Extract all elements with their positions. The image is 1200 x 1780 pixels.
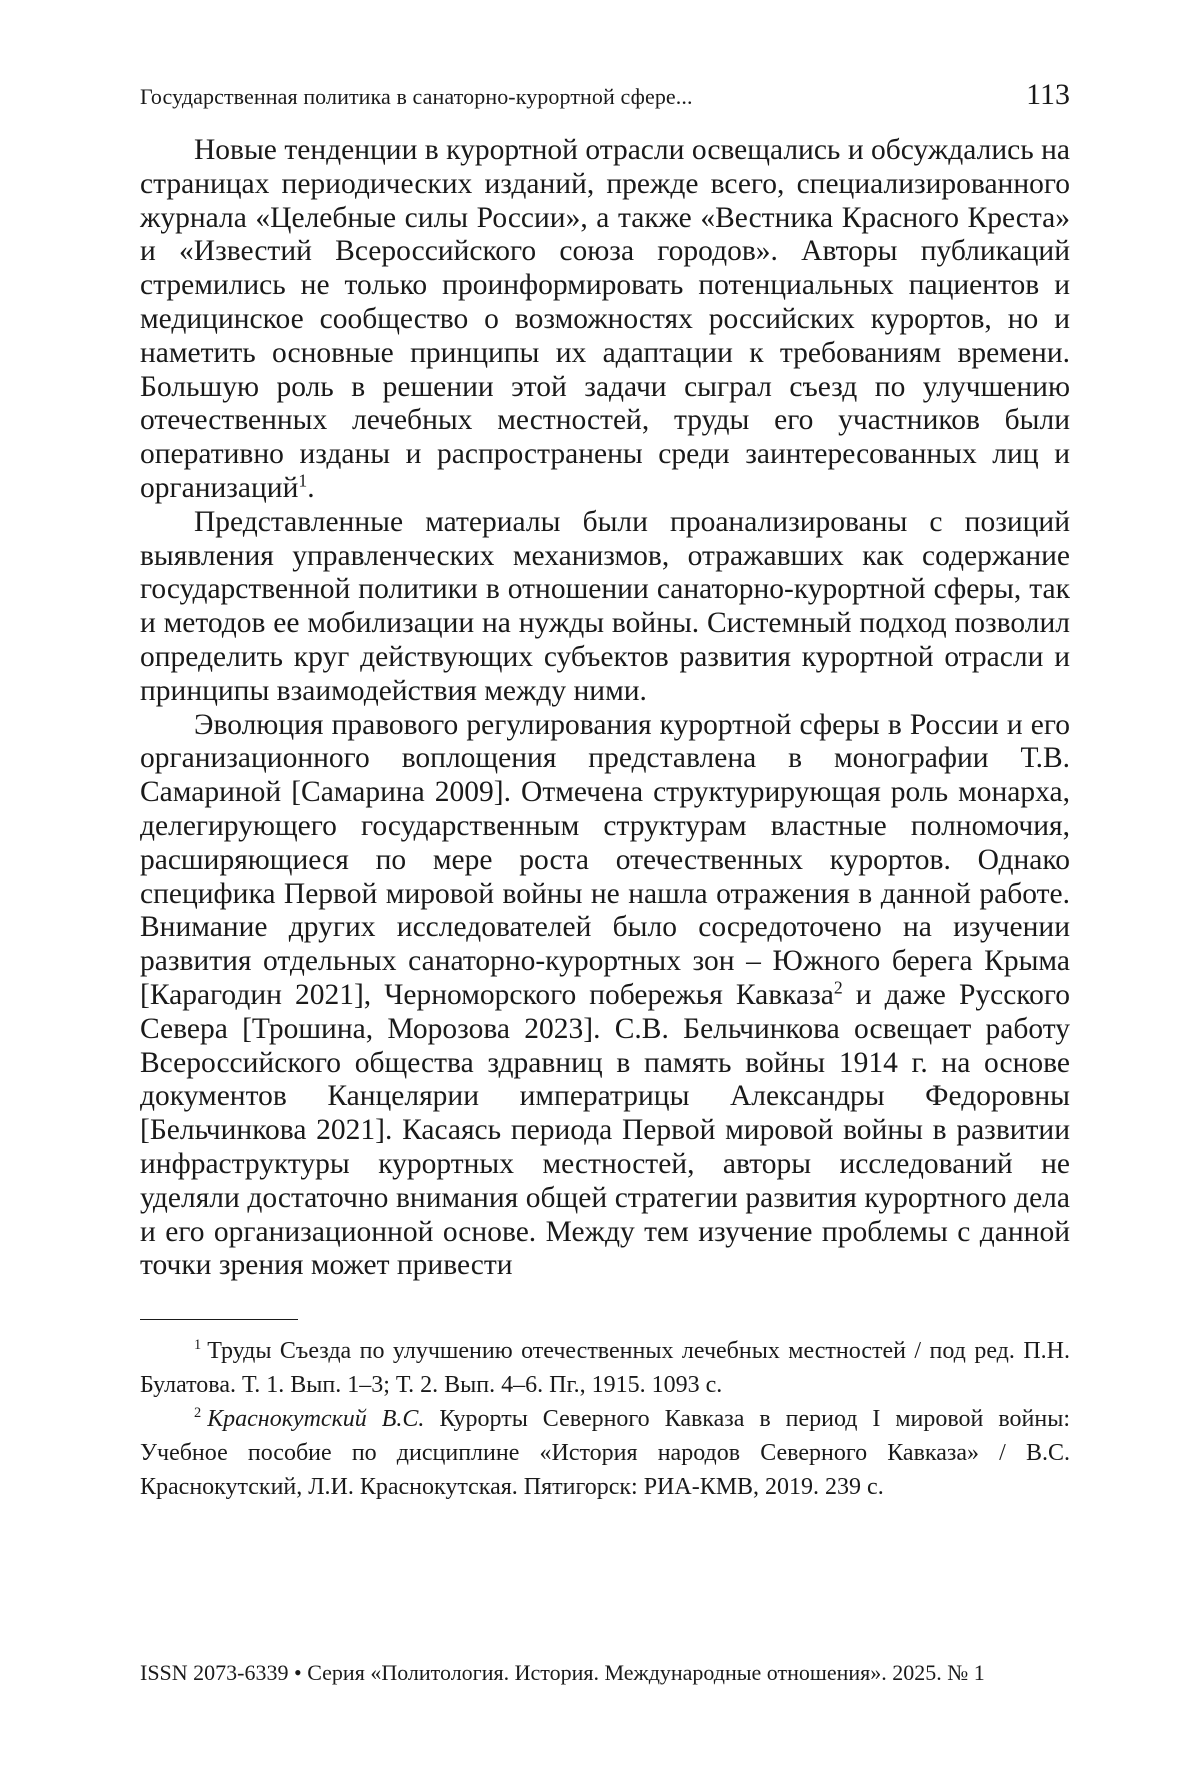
article-body: [140, 134, 1070, 1283]
paragraph-2: [140, 506, 1070, 709]
paragraph-1-end: .: [307, 471, 315, 504]
footnote-2-text: Курорты Северного Кавказа в период I мировой войны: Учебное пособие по дисциплине «История народов Северного Кавказа» / В.С. Краснокутский, Л.И. Краснокутская. Пятигорск: РИА-КМВ, 2019. 239 с.: [140, 1406, 1070, 1501]
footnote-2-author: Краснокутский В.С.: [207, 1406, 425, 1433]
paragraph-3: [140, 709, 1070, 1284]
paragraph-3-continuation: и даже Русского Севера [Трошина, Морозова 2023]. С.В. Бельчинкова освещает работу Всероссийского общества здравниц в память войны 1914 г. на основе документов Канцелярии императрицы Александры Федоровны [Бельчинкова 2021]. Касаясь периода Первой мировой войны в развитии инфраструктуры курортных местностей, авторы исследований не уделяли достаточно внимания общей стратегии развития курортного дела и его организационной основе. Между тем изучение проблемы с данной точки зрения может привести: [140, 978, 1070, 1282]
footnote-ref-1[interactable]: 1: [298, 470, 308, 491]
footnote-2: [140, 1402, 1070, 1504]
paragraph-1: [140, 134, 1070, 506]
footnote-ref-2[interactable]: 2: [833, 977, 843, 998]
footnote-divider: [140, 1319, 298, 1320]
paragraph-3-text: Эволюция правового регулирования курортной сферы в России и его организационного воплощения представлена в монографии Т.В. Самариной [Самарина 2009]. Отмечена структурирующая роль монарха, делегирующего государственным структурам властные полномочия, расширяющиеся по мере роста отечественных курортов. Однако специфика Первой мировой войны не нашла отражения в данной работе. Внимание других исследователей было сосредоточено на изучении развития отдельных санаторно-курортных зон – Южного берега Крыма [Карагодин 2021], Черноморского побережья Кавказа: [140, 708, 1070, 1011]
paragraph-1-text: Новые тенденции в курортной отрасли освещались и обсуждались на страницах периодических изданий, прежде всего, специализированного журнала «Целебные силы России», а также «Вестника Красного Креста» и «Известий Всероссийского союза городов». Авторы публикаций стремились не только проинформировать потенциальных пациентов и медицинское сообщество о возможностях российских курортов, но и наметить основные принципы их адаптации к требованиям времени. Большую роль в решении этой задачи сыграл съезд по улучшению отечественных лечебных местностей, труды его участников были оперативно изданы и распространены среди заинтересованных лиц и организаций: [140, 134, 1070, 504]
footnote-2-mark: 2: [194, 1405, 202, 1422]
footnote-1-text: Труды Съезда по улучшению отечественных лечебных местностей / под ред. П.Н. Булатова. Т. 1. Вып. 1–3; Т. 2. Вып. 4–6. Пг., 1915. 1093 с.: [140, 1338, 1070, 1399]
journal-footer: ISSN 2073-6339 • Серия «Политология. История. Международные отношения». 2025. № 1: [140, 1660, 985, 1685]
paragraph-2-text: Представленные материалы были проанализированы с позиций выявления управленческих механизмов, отражавших как содержание государственной политики в отношении санаторно-курортной сферы, так и методов ее мобилизации на нужды войны. Системный подход позволил определить круг действующих субъектов развития курортной отрасли и принципы взаимодействия между ними.: [140, 505, 1070, 707]
footnote-1-mark: 1: [194, 1337, 202, 1354]
running-title: Государственная политика в санаторно-курортной сфере...: [140, 84, 693, 109]
running-head: [140, 78, 1070, 130]
footnote-1: [140, 1334, 1070, 1402]
page-number: 113: [1026, 78, 1070, 111]
page: [140, 78, 1070, 1504]
footnotes: [140, 1334, 1070, 1504]
